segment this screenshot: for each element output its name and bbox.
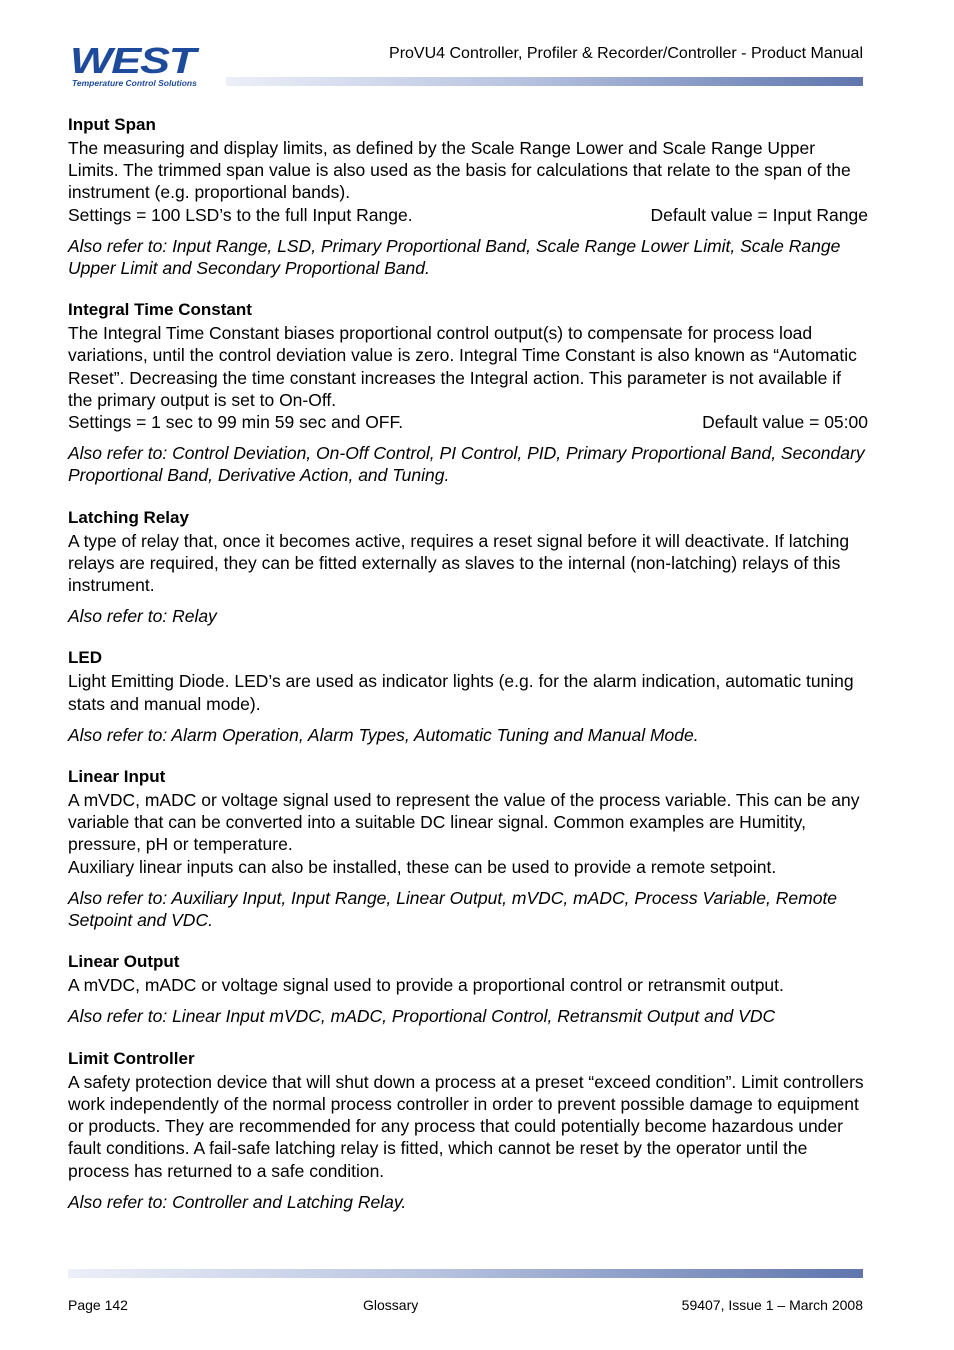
entry-refer: Also refer to: Input Range, LSD, Primary Proportional Band, Scale Range Lower Limit, Scale Range Upper Limit and Secondary Proportional Band. — [68, 235, 841, 279]
entry-default: Default value = 05:00 — [702, 412, 868, 433]
entry-body-extra: Auxiliary linear inputs can also be installed, these can be used to provide a remote setpoint. — [68, 856, 777, 877]
entry-title: Input Span — [68, 115, 156, 134]
glossary-entry-limit-controller — [68, 1049, 868, 1213]
glossary-content — [68, 115, 868, 1234]
entry-title: Latching Relay — [68, 507, 189, 527]
entry-body: Light Emitting Diode. LED’s are used as indicator lights (e.g. for the alarm indication, automatic tuning stats and manual mode). — [68, 671, 854, 714]
entry-refer: Also refer to: Control Deviation, On-Off Control, PI Control, PID, Primary Proportional Band, Secondary Proportional Band, Derivative Action, and Tuning. — [68, 443, 865, 486]
header-title: ProVU4 Controller, Profiler & Recorder/Controller - Product Manual — [389, 45, 863, 62]
logo-tagline: Temperature Control Solutions — [72, 78, 197, 88]
entry-refer: Also refer to: Alarm Operation, Alarm Types, Automatic Tuning and Manual Mode. — [68, 724, 699, 745]
footer-divider-bar — [68, 1269, 863, 1278]
glossary-entry-latching-relay — [68, 508, 868, 628]
entry-body: A type of relay that, once it becomes active, requires a reset signal before it will deactivate. If latching relays are required, they can be fitted externally as slaves to the internal (non-latching) relays of this instrument. — [68, 530, 850, 596]
west-logo — [70, 40, 225, 90]
header-divider-bar — [226, 77, 863, 86]
entry-title: LED — [68, 648, 102, 668]
issue-info: 59407, Issue 1 – March 2008 — [681, 1297, 863, 1313]
entry-body: A mVDC, mADC or voltage signal used to represent the value of the process variable. This can be any variable that can be converted into a suitable DC linear signal. Common examples are Humitity, pressure, pH or temperature. — [68, 790, 860, 855]
glossary-entry-input-span — [68, 115, 868, 279]
entry-settings-row — [68, 204, 868, 226]
entry-refer: Also refer to: Controller and Latching Relay. — [68, 1191, 407, 1212]
entry-body: A safety protection device that will shut down a process at a preset “exceed condition”. Limit controllers work independently of the normal process controller in order to prevent possible damage to equipment or products. They are recommended for any process that could potentially become hazardous under fault conditions. A fail-safe latching relay is fitted, which cannot be reset by the operator until the process has returned to a safe condition. — [68, 1071, 864, 1181]
glossary-entry-linear-input — [68, 767, 868, 931]
entry-settings: Settings = 100 LSD’s to the full Input Range. — [68, 204, 413, 225]
glossary-entry-led — [68, 648, 868, 746]
entry-refer: Also refer to: Relay — [68, 606, 217, 627]
entry-settings-row — [68, 411, 868, 433]
entry-title: Integral Time Constant — [68, 300, 252, 320]
entry-body: A mVDC, mADC or voltage signal used to provide a proportional control or retransmit output. — [68, 975, 784, 996]
glossary-entry-linear-output — [68, 952, 868, 1027]
entry-default: Default value = Input Range — [650, 204, 868, 225]
entry-title: Linear Output — [68, 952, 180, 972]
entry-title: Limit Controller — [68, 1048, 195, 1068]
entry-refer: Also refer to: Auxiliary Input, Input Range, Linear Output, mVDC, mADC, Process Variable, Remote Setpoint and VDC. — [68, 887, 838, 931]
entry-title: Linear Input — [68, 767, 166, 787]
section-name: Glossary — [363, 1297, 419, 1313]
glossary-entry-integral-time-constant — [68, 300, 868, 486]
logo-wordmark: WEST — [70, 40, 195, 81]
entry-settings: Settings = 1 sec to 99 min 59 sec and OFF. — [68, 412, 404, 433]
entry-body: The measuring and display limits, as defined by the Scale Range Lower and Scale Range Upper Limits. The trimmed span value is also used as the basis for calculations that relate to the span of the instrument (e.g. proportional bands). — [68, 138, 851, 203]
entry-body: The Integral Time Constant biases proportional control output(s) to compensate for process load variations, until the control deviation value is zero. Integral Time Constant is also known as “Automatic Reset”. Decreasing the time constant increases the Integral action. This parameter is not available if the primary output is set to On-Off. — [68, 323, 857, 410]
page-number: Page 142 — [68, 1297, 128, 1313]
entry-refer: Also refer to: Linear Input mVDC, mADC, Proportional Control, Retransmit Output and VDC — [68, 1006, 776, 1027]
